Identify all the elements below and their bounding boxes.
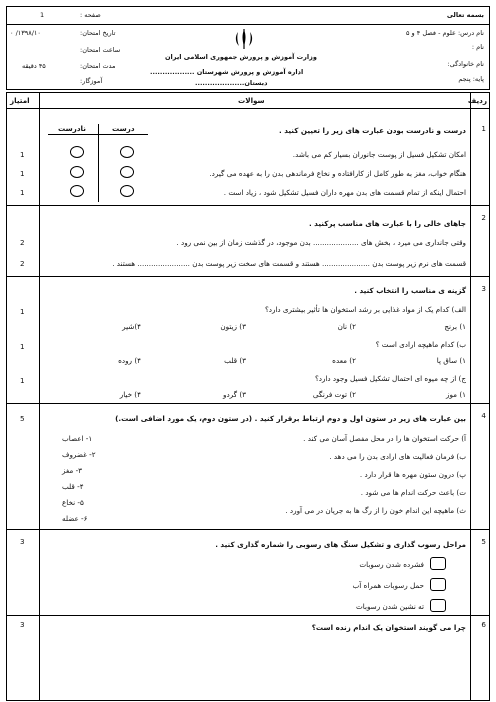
q4-right-item-4: ۴- قلب: [62, 482, 84, 491]
row-column-line: [470, 92, 471, 701]
q3c-option-4[interactable]: ۴) خیار: [119, 390, 141, 399]
q4-right-item-5: ۵- نخاع: [62, 498, 84, 507]
row-separator-2: [6, 276, 490, 277]
emblem-icon: [230, 28, 258, 50]
page-value: 1: [40, 11, 45, 19]
grade-label: پایه: پنجم: [458, 75, 484, 83]
q4-left-item-3: پ) درون ستون مهره ها قرار دارد .: [359, 470, 466, 479]
q3-number: 3: [481, 284, 486, 293]
q4-left-item-5: ث) ماهیچه این اندام خون را از رگ ها به جریان در می آورد .: [285, 506, 466, 515]
q3-title: گزینه ی مناسب را انتخاب کنید .: [354, 286, 466, 295]
date-value: ۱۳۹۸/۱۰/ ۰: [10, 29, 41, 37]
q2-title: جاهای خالی را با عبارت های مناسب پرکنید .: [308, 219, 466, 228]
table-top-border: [6, 92, 490, 93]
q4-right-item-6: ۶- عضله: [62, 514, 88, 523]
q3b-question: ب) کدام ماهیچه ارادی است ؟: [375, 340, 466, 349]
school-name: دبستان....................: [195, 79, 268, 87]
q3b-option-4[interactable]: ۴) روده: [118, 356, 141, 365]
blessing: بسمه تعالی: [446, 11, 484, 19]
q4-left-item-1: آ) حرکت استخوان ها را در محل مفصل آسان می کند .: [303, 434, 466, 443]
table-bottom-border: [6, 700, 490, 701]
q3a-option-3[interactable]: ۳) زیتون: [220, 322, 246, 331]
q5-order-box-3[interactable]: [430, 599, 446, 612]
q6-number: 6: [481, 620, 486, 629]
q1-score-3: 1: [20, 188, 25, 197]
col-score-header: امتیاز: [10, 96, 30, 105]
q6-title: چرا می گویند استخوان یک اندام زنده است؟: [311, 623, 466, 632]
q4-score: 5: [20, 414, 25, 423]
q2-number: 2: [481, 213, 486, 222]
q4-right-item-3: ۳- مغز: [62, 466, 83, 475]
q3-score-2: 1: [20, 342, 25, 351]
q5-order-box-1[interactable]: [430, 557, 446, 570]
q5-item-3: ته نشین شدن رسوبات: [356, 602, 424, 611]
q1-item2-correct-choice[interactable]: [120, 166, 134, 178]
q1-item1-incorrect-choice[interactable]: [70, 146, 84, 158]
ministry-name: وزارت آموزش و پرورش جمهوری اسلامی ایران: [165, 53, 317, 61]
q1-item-3: احتمال اینکه از تمام قسمت های بدن مهره داران فسیل تشکیل شود ، زیاد است .: [223, 188, 466, 197]
name-label: نام :: [471, 43, 484, 51]
office-name: اداره آموزش و پرورش شهرستان ..................: [150, 68, 304, 76]
q5-title: مراحل رسوب گذاری و تشکیل سنگ های رسوبی را شماره گذاری کنید .: [215, 540, 466, 549]
header-divider: [6, 24, 490, 25]
q2-score-1: 2: [20, 238, 25, 247]
q4-right-item-2: ۲- غضروف: [62, 450, 96, 459]
q4-number: 4: [481, 411, 486, 420]
q4-title: بین عبارت های زیر در ستون اول و دوم ارتباط برقرار کنید . (در ستون دوم، یک مورد اضافی است.): [115, 414, 466, 423]
q1-item2-incorrect-choice[interactable]: [70, 166, 84, 178]
q3c-option-2[interactable]: ۲) توت فرنگی: [312, 390, 356, 399]
score-column-line: [39, 92, 40, 701]
q3c-question: ج) از چه میوه ای احتمال تشکیل فسیل وجود دارد؟: [314, 374, 466, 383]
q3a-question: الف) کدام یک از مواد غذایی بر رشد استخوان ها تأثیر بیشتری دارد؟: [264, 305, 466, 314]
q3b-option-3[interactable]: ۳) قلب: [224, 356, 246, 365]
subject-label: نام درس: علوم - فصل ۴ و ۵: [405, 29, 484, 37]
duration-value: ۴۵ دقیقه: [22, 62, 46, 70]
q3b-option-1[interactable]: ۱) ساق پا: [436, 356, 466, 365]
q1-item3-correct-choice[interactable]: [120, 185, 134, 197]
page-label: صفحه :: [80, 11, 101, 19]
q1-item-1: امکان تشکیل فسیل از پوست جانوران بسیار کم می باشد.: [292, 150, 466, 159]
q3c-option-3[interactable]: ۳) گردو: [222, 390, 246, 399]
q2-score-2: 2: [20, 259, 25, 268]
row-separator-4: [6, 529, 490, 530]
q5-score: 3: [20, 537, 25, 546]
q1-correct-header: درست: [112, 124, 135, 133]
col-questions-header: سوالات: [238, 96, 265, 105]
q3-score-3: 1: [20, 376, 25, 385]
teacher-label: آموزگار:: [80, 77, 103, 85]
q5-item-2: حمل رسوبات همراه آب: [352, 581, 424, 590]
q5-item-1: فشرده شدن رسوبات: [359, 560, 424, 569]
q3a-option-4[interactable]: ۴)شیر: [122, 322, 141, 331]
date-label: تاریخ امتحان:: [80, 29, 116, 37]
table-left-border: [6, 92, 7, 701]
q4-right-item-1: ۱- اعصاب: [62, 434, 93, 443]
row-separator-3: [6, 403, 490, 404]
table-right-border: [489, 92, 490, 701]
duration-label: مدت امتحان:: [80, 62, 116, 70]
q3a-option-1[interactable]: ۱) برنج: [444, 322, 466, 331]
q3b-option-2[interactable]: ۲) معده: [332, 356, 356, 365]
col-row-header: ردیف: [467, 96, 487, 105]
q1-item3-incorrect-choice[interactable]: [70, 185, 84, 197]
q6-score: 3: [20, 620, 25, 629]
row-separator-5: [6, 615, 490, 616]
family-label: نام خانوادگی:: [447, 60, 484, 68]
q1-score-1: 1: [20, 150, 25, 159]
q4-left-item-4: ت) باعث حرکت اندام ها می شود .: [360, 488, 466, 497]
q3a-option-2[interactable]: ۲) نان: [337, 322, 356, 331]
row-separator-1: [6, 205, 490, 206]
q1-title: درست و نادرست بودن عبارت های زیر را تعیین کنید .: [278, 126, 466, 135]
q2-item-1: وقتی جانداری می میرد ، بخش های .................... بدن موجود، در گذشت زمان از بین نمی رود .: [176, 238, 466, 247]
q1-incorrect-header: نادرست: [58, 124, 86, 133]
q1-item1-correct-choice[interactable]: [120, 146, 134, 158]
q5-order-box-2[interactable]: [430, 578, 446, 591]
q3-score-1: 1: [20, 307, 25, 316]
q1-score-2: 1: [20, 169, 25, 178]
q1-answer-divider: [98, 124, 99, 202]
q1-item-2: هنگام خواب، مغز به طور کامل از کارافتاده و نخاع فرماندهی بدن را به عهده می گیرد.: [209, 169, 466, 178]
q5-number: 5: [481, 537, 486, 546]
q3c-option-1[interactable]: ۱) موز: [446, 390, 466, 399]
table-header-border: [6, 108, 490, 109]
q2-item-2: قسمت های نرم زیر پوست بدن ..................... هستند و قسمت های سخت زیر پوست بدن ....................... هستند .: [112, 259, 466, 268]
q4-left-item-2: ب) فرمان فعالیت های ارادی بدن را می دهد .: [329, 452, 466, 461]
time-label: ساعت امتحان:: [80, 46, 121, 54]
q1-number: 1: [481, 124, 486, 133]
